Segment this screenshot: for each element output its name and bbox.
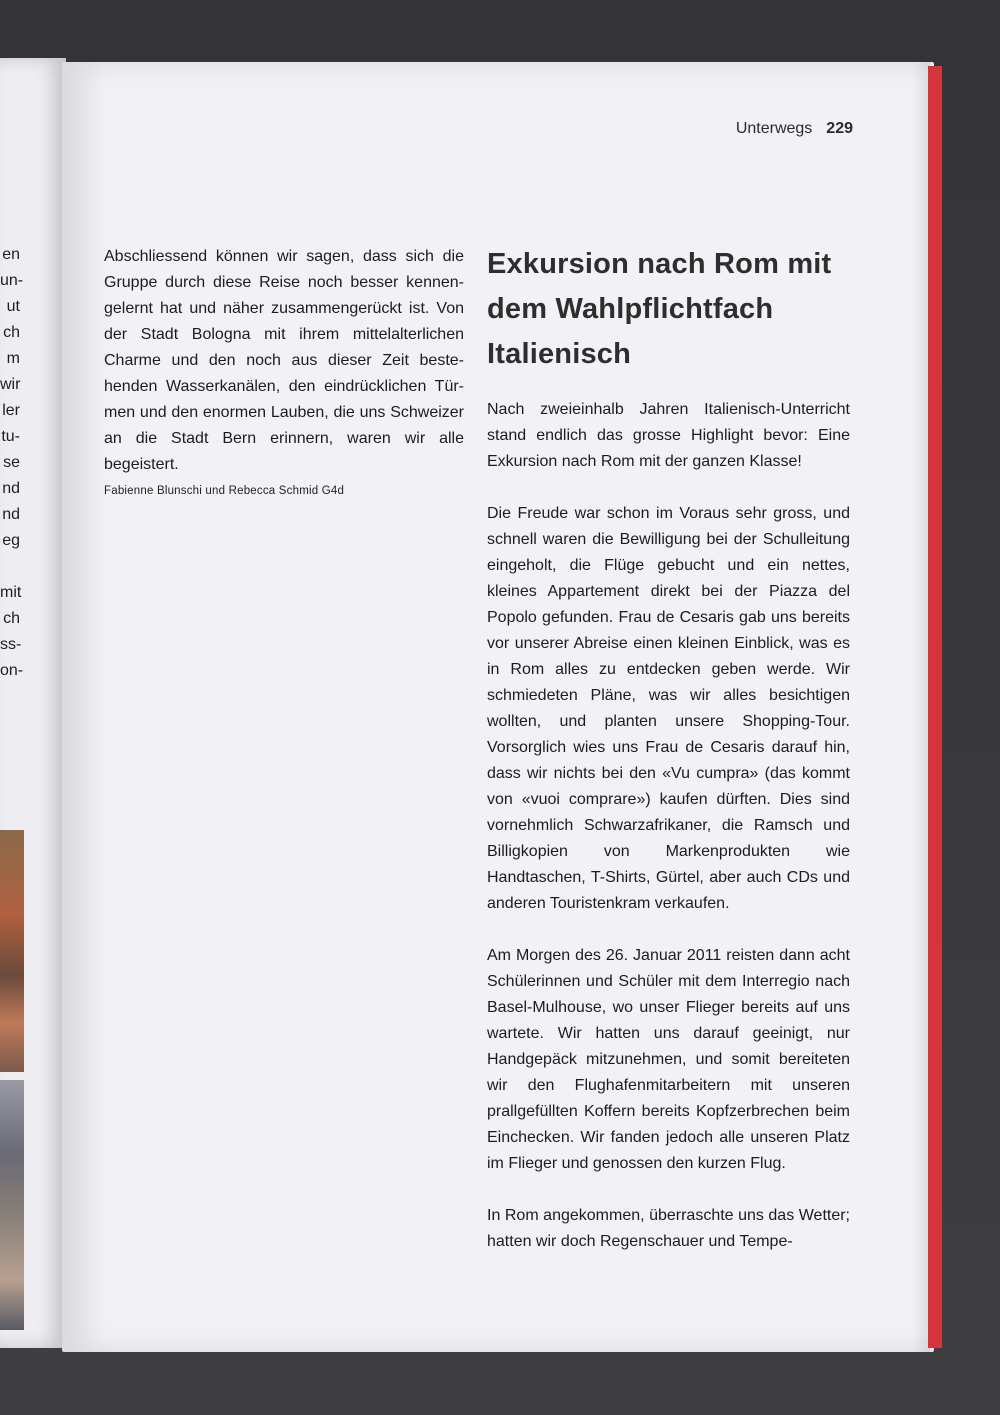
left-page-fragment: un- [0, 272, 24, 289]
author-signature: Fabienne Blunschi und Rebecca Schmid G4d [104, 485, 345, 497]
article-paragraph: In Rom angekommen, überraschte uns das Wetter; hatten wir doch Regenschauer und Tempe- [487, 1207, 850, 1250]
left-page-fragment: ut [6, 298, 20, 315]
closing-paragraph: Abschliessend können wir sagen, dass sich die Gruppe durch diese Reise noch besser kennengelernt hat und näher zusammengerückt ist. Von der Stadt Bologna mit ihrem mittelalterlichen Charme und den noch aus dieser Zeit bestehenden Wasserkanälen, den eindrücklichen Türmen und den enormen Lauben, die uns Schweizer an die Stadt Bern erinnern, waren wir alle begeistert. [104, 248, 464, 473]
left-page-fragment: mit [0, 584, 22, 601]
left-page-fragment: ler [2, 402, 20, 419]
left-page-fragment: ch [3, 610, 20, 627]
left-page-edge [0, 58, 66, 1348]
left-page-fragment: se [3, 454, 20, 471]
running-header [736, 120, 853, 138]
article-lead: Nach zweieinhalb Jahren Italienisch-Unterricht stand endlich das grosse Highlight bevor: Eine Exkursion nach Rom mit der ganzen Klasse! [487, 401, 850, 470]
left-page-photo-bottom [0, 1080, 24, 1330]
left-page-fragment: nd [2, 506, 20, 523]
article-paragraph: Die Freude war schon im Voraus sehr gross, und schnell waren die Bewilligung bei der Schulleitung eingeholt, die Flüge gebucht und ein nettes, kleines Appartement direkt bei der Piazza del Popolo gefunden. Frau de Cesaris gab uns bereits vor unserer Abreise einen kleinen Einblick, was es in Rom alles zu entdecken geben werde. Wir schmiedeten Pläne, was wir alles besichtigen wollten, und planten unsere Shopping-Tour. Vorsorglich wies uns Frau de Cesaris darauf hin, dass wir nichts bei den «Vu cumpra» (das kommt von «vuoi comprare») kaufen dürften. Dies sind vornehmlich Schwarzafrikaner, die Ramsch und Billigkopien von Markenprodukten wie Handtaschen, T-Shirts, Gürtel, aber auch CDs und anderen Touristenkram verkaufen. [487, 505, 850, 912]
left-page-photo-top [0, 830, 24, 1072]
article-column [487, 242, 850, 1281]
page-number: 229 [826, 120, 853, 137]
article-title: Exkursion nach Rom mit dem Wahlpflichtfach Italienisch [487, 248, 832, 370]
left-page-fragment: en [2, 246, 20, 263]
header-section-title: Unterwegs [735, 120, 813, 137]
left-page-fragment: eg [2, 532, 20, 549]
left-page-fragment: nd [2, 480, 20, 497]
article-paragraph: Am Morgen des 26. Januar 2011 reisten dann acht Schülerinnen und Schüler mit dem Interregio nach Basel-Mulhouse, wo unser Flieger bereits auf uns wartete. Wir hatten uns darauf geeinigt, nur Handgepäck mitzunehmen, und somit bereiteten wir den Flughafenmitarbeitern mit unseren prallgefüllten Koffern bereits Kopfzerbrechen beim Einchecken. Wir fanden jedoch alle unseren Platz im Flieger und genossen den kurzen Flug. [487, 947, 850, 1172]
left-page-fragment: wir [0, 376, 21, 393]
left-page-fragment: tu- [1, 428, 20, 445]
left-page-fragment: ss- [0, 636, 22, 653]
left-page-fragment: ch [3, 324, 20, 341]
left-page-fragment: m [6, 350, 20, 367]
red-page-edge [928, 66, 942, 1348]
left-page-fragment: on- [0, 662, 24, 679]
left-column [104, 244, 464, 500]
